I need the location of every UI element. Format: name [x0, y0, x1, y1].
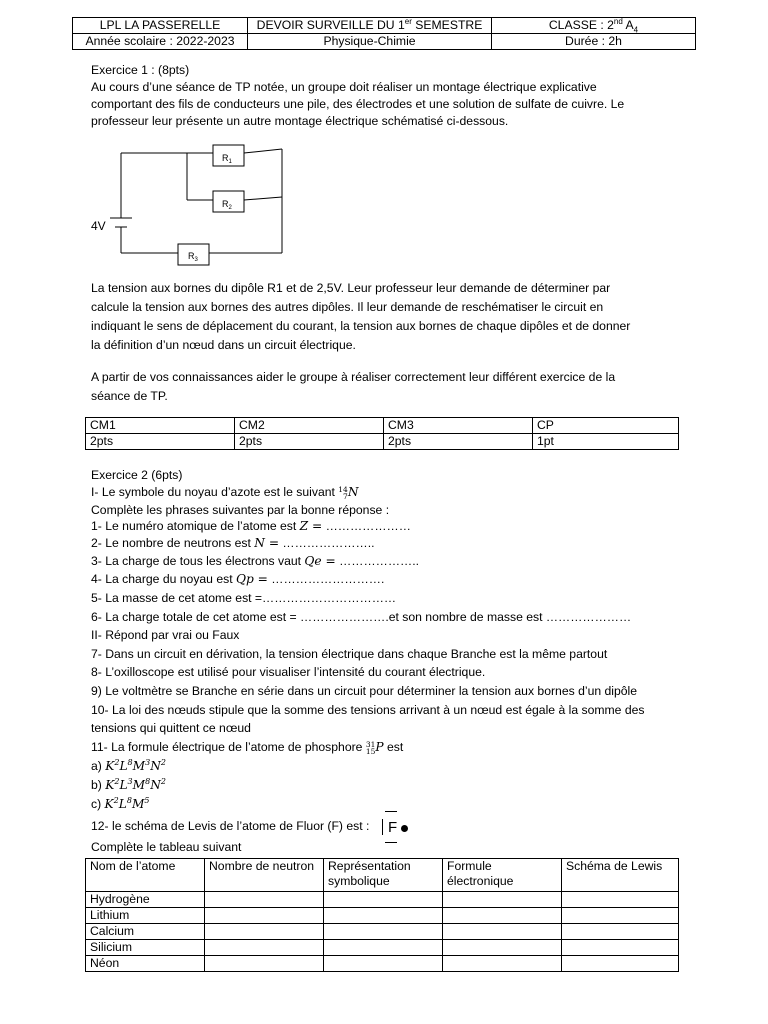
atom-name: Hydrogène — [86, 892, 205, 908]
blank-cell — [562, 940, 679, 956]
grading-value: 2pts — [86, 434, 235, 450]
ex2-part-I: I- Le symbole du noyau d’azote est le suivant 14 7 N — [91, 484, 359, 501]
atom-name: Lithium — [86, 908, 205, 924]
blank-cell — [562, 924, 679, 940]
atom-table — [85, 858, 679, 972]
blank-cell — [443, 956, 562, 972]
table-row — [86, 940, 679, 956]
table-row — [86, 956, 679, 972]
question-5: 5- La masse de cet atome est =…………………………… — [91, 591, 397, 605]
r1-label: $R_1$ — [222, 153, 232, 165]
ex1-intro-1: Au cours d’une séance de TP notée, un groupe doit réaliser un montage électrique explicative — [91, 80, 597, 94]
atom-table-header: Nom de l’atome — [86, 859, 205, 892]
question-12: 12- le schéma de Levis de l’atome de Fluor (F) est : — [91, 819, 370, 833]
question-1: 1- Le numéro atomique de l’atome est Z = ………………… — [91, 519, 411, 533]
grading-value: 2pts — [384, 434, 533, 450]
class-cell: CLASSE : 2nd $A_4$ — [492, 18, 696, 34]
ex1-para2-4: la définition d’un nœud dans un circuit électrique. — [91, 338, 356, 352]
blank-cell — [205, 940, 324, 956]
question-3: 3- La charge de tous les électrons vaut Qe = ……………….. — [91, 554, 419, 568]
ex1-para2-3: indiquant le sens de déplacement du courant, la tension aux bornes de chaque dipôles et de donner — [91, 319, 631, 333]
phosphore-symbol: 31 15 P — [365, 739, 384, 756]
ex1-title: Exercice 1 : (8pts) — [91, 63, 190, 77]
grading-header: CM1 — [86, 418, 235, 434]
blank-cell — [205, 892, 324, 908]
grading-value: 1pt — [533, 434, 679, 450]
atom-name: Calcium — [86, 924, 205, 940]
atom-table-header: Formule électronique — [443, 859, 562, 892]
grading-header: CP — [533, 418, 679, 434]
table-row — [86, 908, 679, 924]
blank-cell — [324, 956, 443, 972]
blank-cell — [205, 908, 324, 924]
blank-cell — [324, 940, 443, 956]
grading-table — [85, 417, 679, 450]
grading-header: CM2 — [235, 418, 384, 434]
question-4: 4- La charge du noyau est Qp = ………………………. — [91, 572, 385, 586]
blank-cell — [324, 924, 443, 940]
voltage-label: 4V — [91, 219, 106, 233]
grading-header: CM3 — [384, 418, 533, 434]
atom-table-header: Nombre de neutron — [205, 859, 324, 892]
option-b: b) $K^2L^3M^8N^2$ — [91, 776, 166, 792]
option-c: c) $K^2L^8M^5$ — [91, 795, 150, 811]
grading-value: 2pts — [235, 434, 384, 450]
ex1-para2-2: calcule la tension aux bornes des autres dipôles. Il leur demande de reschématiser le circuit en — [91, 300, 604, 314]
blank-cell — [562, 956, 679, 972]
ex1-intro-3: professeur leur présente un autre montage électrique schématisé ci-dessous. — [91, 114, 509, 128]
atom-name: Silicium — [86, 940, 205, 956]
blank-cell — [562, 892, 679, 908]
fluor-lewis-diagram: F — [381, 811, 421, 845]
azote-symbol: 14 7 N — [338, 484, 359, 501]
atom-name: Néon — [86, 956, 205, 972]
ex1-intro-2: comportant des fils de conducteurs une pile, des électrodes et une solution de sulfate de cuivre. Le — [91, 97, 625, 111]
circuit-diagram — [80, 140, 300, 270]
question-8: 8- L’oxilloscope est utilisé pour visualiser l’intensité du courant électrique. — [91, 665, 486, 679]
blank-cell — [443, 924, 562, 940]
question-10-cont: tensions qui quittent ce nœud — [91, 721, 251, 735]
option-a: a) $K^2L^8M^3N^2$ — [91, 757, 166, 773]
table-row — [86, 892, 679, 908]
ex2-instructions: Complète les phrases suivantes par la bonne réponse : — [91, 503, 390, 517]
ex1-para2-1: La tension aux bornes du dipôle R1 et de 2,5V. Leur professeur leur demande de déterminer par — [91, 281, 611, 295]
blank-cell — [324, 908, 443, 924]
blank-cell — [324, 892, 443, 908]
blank-cell — [562, 908, 679, 924]
question-11: 11- La formule électrique de l’atome de phosphore 31 15 P est — [91, 739, 404, 756]
ex2-title: Exercice 2 (6pts) — [91, 468, 183, 482]
blank-cell — [205, 924, 324, 940]
header-table — [72, 17, 696, 50]
exam-cell: DEVOIR SURVEILLE DU 1er SEMESTRE — [248, 18, 492, 34]
school-cell: LPL LA PASSERELLE — [73, 18, 248, 34]
table-row — [86, 924, 679, 940]
blank-cell — [443, 908, 562, 924]
atom-table-header: Représentation symbolique — [324, 859, 443, 892]
blank-cell — [443, 940, 562, 956]
question-7: 7- Dans un circuit en dérivation, la tension électrique dans chaque Branche est la même partout — [91, 647, 608, 661]
ex2-part-II: II- Répond par vrai ou Faux — [91, 628, 240, 642]
question-6: 6- La charge totale de cet atome est = ………………….et son nombre de masse est ………………… — [91, 610, 632, 624]
question-2: 2- Le nombre de neutrons est N = ………………….. — [91, 536, 375, 550]
subject-cell: Physique-Chimie — [248, 34, 492, 50]
atom-table-header: Schéma de Lewis — [562, 859, 679, 892]
year-cell: Année scolaire : 2022-2023 — [73, 34, 248, 50]
question-9: 9) Le voltmètre se Branche en série dans un circuit pour déterminer la tension aux bornes d’un dipôle — [91, 684, 638, 698]
blank-cell — [205, 956, 324, 972]
r2-label: $R_2$ — [222, 199, 232, 211]
question-10: 10- La loi des nœuds stipule que la somme des tensions arrivant à un nœud est égale à la somme des — [91, 703, 645, 717]
duration-cell: Durée : 2h — [492, 34, 696, 50]
ex1-para3-2: séance de TP. — [91, 389, 168, 403]
ex1-para3-1: A partir de vos connaissances aider le groupe à réaliser correctement leur différent exercice de la — [91, 370, 616, 384]
blank-cell — [443, 892, 562, 908]
r3-label: $R_3$ — [188, 251, 198, 263]
table-intro: Complète le tableau suivant — [91, 840, 242, 854]
